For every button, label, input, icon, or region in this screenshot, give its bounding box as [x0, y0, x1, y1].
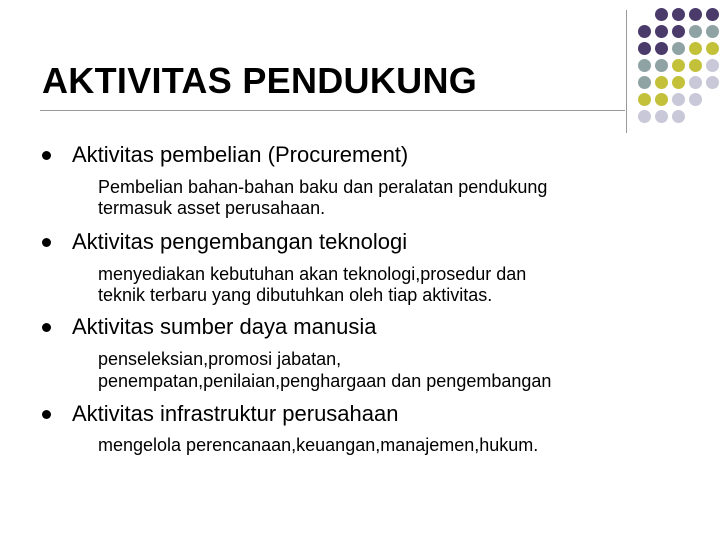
bullet-marker	[42, 410, 51, 419]
decor-dot	[672, 93, 685, 106]
bullet-detail-line: penempatan,penilaian,penghargaan dan pengembangan	[98, 371, 552, 391]
vertical-divider	[626, 10, 627, 133]
decor-dot	[655, 59, 668, 72]
decor-dot	[655, 25, 668, 38]
decor-dot	[638, 93, 651, 106]
decor-dot	[689, 110, 702, 123]
bullet-marker	[42, 323, 51, 332]
decor-dot	[706, 42, 719, 55]
bullet-heading: Aktivitas sumber daya manusia	[72, 314, 377, 339]
decor-dot	[655, 76, 668, 89]
decor-dot	[689, 8, 702, 21]
decor-dot	[706, 110, 719, 123]
decor-dot	[689, 25, 702, 38]
decor-dot	[689, 42, 702, 55]
decor-dot	[638, 8, 651, 21]
bullet-detail-line: mengelola perencanaan,keuangan,manajemen,hukum.	[98, 435, 539, 455]
slide-title: AKTIVITAS PENDUKUNG	[42, 60, 478, 101]
bullet-detail-line: Pembelian bahan-bahan baku dan peralatan pendukung	[98, 177, 548, 197]
title-divider	[40, 110, 625, 111]
decor-dot	[638, 42, 651, 55]
bullet-detail-line: menyediakan kebutuhan akan teknologi,prosedur dan	[98, 264, 527, 284]
decor-dot	[638, 76, 651, 89]
decor-dot	[706, 76, 719, 89]
decor-dot	[672, 110, 685, 123]
decor-dot	[706, 8, 719, 21]
decor-dot	[655, 42, 668, 55]
bullet-detail-line: teknik terbaru yang dibutuhkan oleh tiap aktivitas.	[98, 285, 493, 305]
decor-dot	[689, 59, 702, 72]
decor-dot	[672, 25, 685, 38]
decor-dot	[706, 93, 719, 106]
bullet-heading: Aktivitas pembelian (Procurement)	[72, 142, 409, 167]
bullet-heading: Aktivitas infrastruktur perusahaan	[72, 401, 399, 426]
decor-dot	[689, 76, 702, 89]
decor-dot	[672, 76, 685, 89]
decor-dot	[655, 8, 668, 21]
decor-dot	[638, 59, 651, 72]
decor-dot	[706, 59, 719, 72]
decor-dot	[672, 8, 685, 21]
bullet-marker	[42, 238, 51, 247]
bullet-marker	[42, 151, 51, 160]
decor-dot	[638, 110, 651, 123]
bullet-detail-line: penseleksian,promosi jabatan,	[98, 349, 342, 369]
decor-dot	[638, 25, 651, 38]
decor-dot	[689, 93, 702, 106]
bullet-heading: Aktivitas pengembangan teknologi	[72, 229, 408, 254]
bullet-detail-line: termasuk asset perusahaan.	[98, 198, 326, 218]
decor-dot	[706, 25, 719, 38]
decor-dot	[672, 59, 685, 72]
decorative-dot-grid	[638, 8, 719, 123]
decor-dot	[672, 42, 685, 55]
decor-dot	[655, 93, 668, 106]
decor-dot	[655, 110, 668, 123]
